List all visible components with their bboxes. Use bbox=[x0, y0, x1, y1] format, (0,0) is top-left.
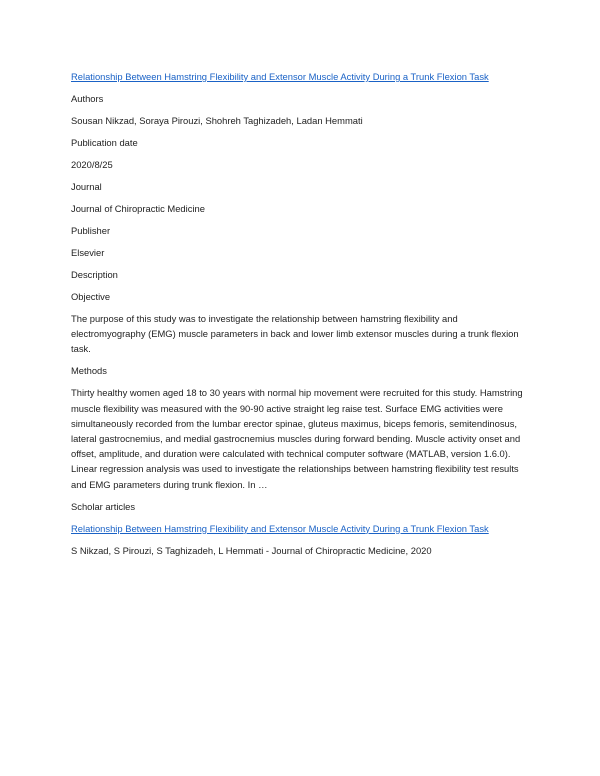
objective-heading: Objective bbox=[71, 291, 111, 302]
methods-heading: Methods bbox=[71, 365, 107, 377]
title-link[interactable]: Relationship Between Hamstring Flexibility and Extensor Muscle Activity During a Trunk Flexion Task bbox=[71, 71, 489, 82]
journal-label: Journal bbox=[71, 181, 102, 192]
publication-date-value: 2020/8/25 bbox=[71, 159, 113, 170]
scholar-article-link[interactable]: Relationship Between Hamstring Flexibility and Extensor Muscle Activity During a Trunk Flexion Task bbox=[71, 522, 489, 534]
objective-text: The purpose of this study was to investigate the relationship between hamstring flexibility and electromyography (EMG) muscle parameters in back and lower limb extensor muscles during a trunk flexion task. bbox=[71, 313, 519, 355]
description-label: Description bbox=[71, 269, 118, 280]
publisher-value: Elsevier bbox=[71, 247, 105, 258]
authors-label: Authors bbox=[71, 93, 104, 104]
scholar-article-citation: S Nikzad, S Pirouzi, S Taghizadeh, L Hemmati - Journal of Chiropractic Medicine, 2020 bbox=[71, 544, 432, 556]
scholar-articles-label: Scholar articles bbox=[71, 500, 136, 512]
publication-date-label: Publication date bbox=[71, 137, 138, 148]
methods-text: Thirty healthy women aged 18 to 30 years with normal hip movement were recruited for this study. Hamstring muscle flexibility was measured with the 90-90 active straight leg raise test. Surface EMG activities were simultaneously recorded from the lumbar erector spinae, gluteus maximus, biceps femoris, semitendinosus, lateral gastrocnemius, and medial gastrocnemius muscles during forward bending. Muscle activity onset and offset, amplitude, and duration were calculated with technical computer software (MATLAB, version 1.6.0). Linear regression analysis was used to investigate the relationships between hamstring flexibility test results and EMG parameters during trunk flexion. In … bbox=[71, 387, 523, 490]
document-page bbox=[71, 69, 531, 565]
publisher-label: Publisher bbox=[71, 225, 111, 236]
journal-value: Journal of Chiropractic Medicine bbox=[71, 203, 205, 214]
authors-value: Sousan Nikzad, Soraya Pirouzi, Shohreh Taghizadeh, Ladan Hemmati bbox=[71, 115, 363, 126]
